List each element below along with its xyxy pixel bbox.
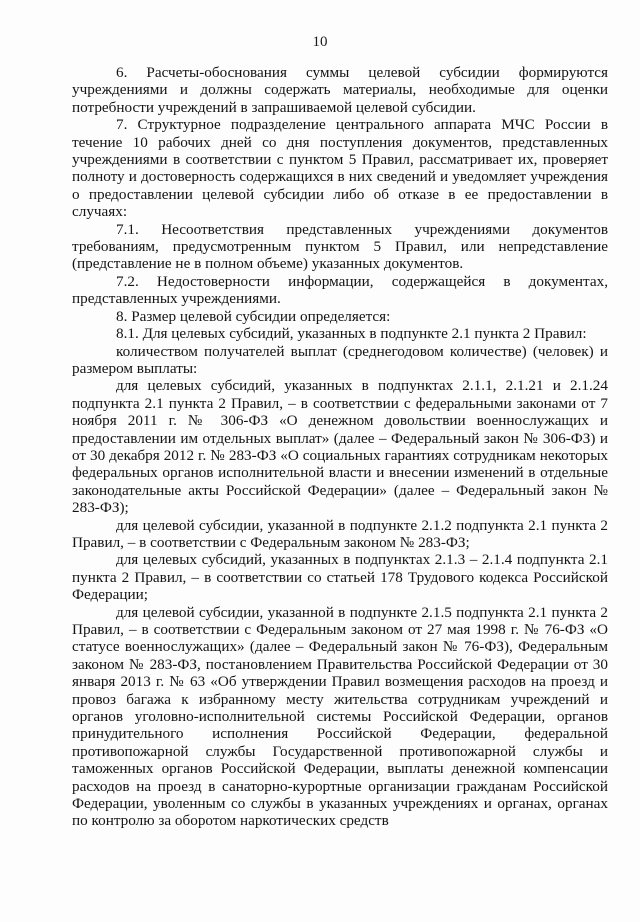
- paragraph-subsidy-2-1-2: для целевой субсидии, указанной в подпункте 2.1.2 подпункта 2.1 пункта 2 Правил, – в соответствии с Федеральным законом № 283-ФЗ;: [72, 516, 608, 551]
- paragraph-subsidy-2-1-5: для целевой субсидии, указанной в подпункте 2.1.5 подпункта 2.1 пункта 2 Правил, – в соответствии с Федеральным законом от 27 мая 1998 г. № 76-ФЗ «О статусе военнослужащих» (далее – Федеральный закон № 76-ФЗ), Федеральным законом № 283-ФЗ, постановлением Правительства Российской Федерации от 30 января 2013 г. № 63 «Об утверждении Правил возмещения расходов на проезд и провоз багажа к избранному месту жительства сотрудникам учреждений и органов уголовно-исполнительной системы Российской Федерации, органов принудительного исполнения Российской Федерации, федеральной противопожарной службы Государственной противопожарной службы и таможенных органов Российской Федерации, выплаты денежной компенсации расходов на проезд в санаторно-курортные организации гражданам Российской Федерации, уволенным со службы в указанных учреждениях и органах, органах по контролю за оборотом наркотических средств: [72, 603, 608, 830]
- paragraph-8: 8. Размер целевой субсидии определяется:: [116, 307, 391, 325]
- page-number: 10: [312, 34, 328, 50]
- paragraph-8-1: 8.1. Для целевых субсидий, указанных в подпункте 2.1 пункта 2 Правил:: [116, 325, 587, 343]
- paragraph-recipients: количеством получателей выплат (среднегодовом количестве) (человек) и размером выплаты:: [72, 342, 608, 377]
- paragraph-subsidies-2-1-1: для целевых субсидий, указанных в подпунктах 2.1.1, 2.1.21 и 2.1.24 подпункта 2.1 пункта 2 Правил, – в соответствии с федеральными законами от 7 ноября 2011 г. № 306-ФЗ «О денежном довольствии военнослужащих и предоставлении им отдельных выплат» (далее – Федеральный закон № 306-ФЗ) и от 30 декабря 2012 г. № 283-ФЗ «О социальных гарантиях сотрудникам некоторых федеральных органов исполнительной власти и внесении изменений в отдельные законодательные акты Российской Федерации» (далее – Федеральный закон № 283-ФЗ);: [72, 377, 608, 517]
- paragraph-subsidies-2-1-3: для целевых субсидий, указанных в подпунктах 2.1.3 – 2.1.4 подпункта 2.1 пункта 2 Правил, – в соответствии со статьей 178 Трудового кодекса Российской Федерации;: [72, 551, 608, 604]
- document-body: [72, 64, 608, 830]
- paragraph-6: 6. Расчеты-обоснования суммы целевой субсидии формируются учреждениями и должны содержать материалы, необходимые для оценки потребности учреждений в запрашиваемой целевой субсидии.: [72, 64, 608, 116]
- paragraph-7-2: 7.2. Недостоверности информации, содержащейся в документах, представленных учреждениями.: [72, 272, 608, 308]
- paragraph-7: 7. Структурное подразделение центрального аппарата МЧС России в течение 10 рабочих дней со дня поступления документов, представленных учреждениями в соответствии с пунктом 5 Правил, рассматривает их, проверяет полноту и достоверность содержащихся в них сведений и уведомляет учреждения о предоставлении целевой субсидии либо об отказе в ее предоставлении в случаях:: [72, 116, 608, 221]
- paragraph-7-1: 7.1. Несоответствия представленных учреждениями документов требованиям, предусмотренным пунктом 5 Правил, или непредставление (представление не в полном объеме) указанных документов.: [72, 220, 608, 273]
